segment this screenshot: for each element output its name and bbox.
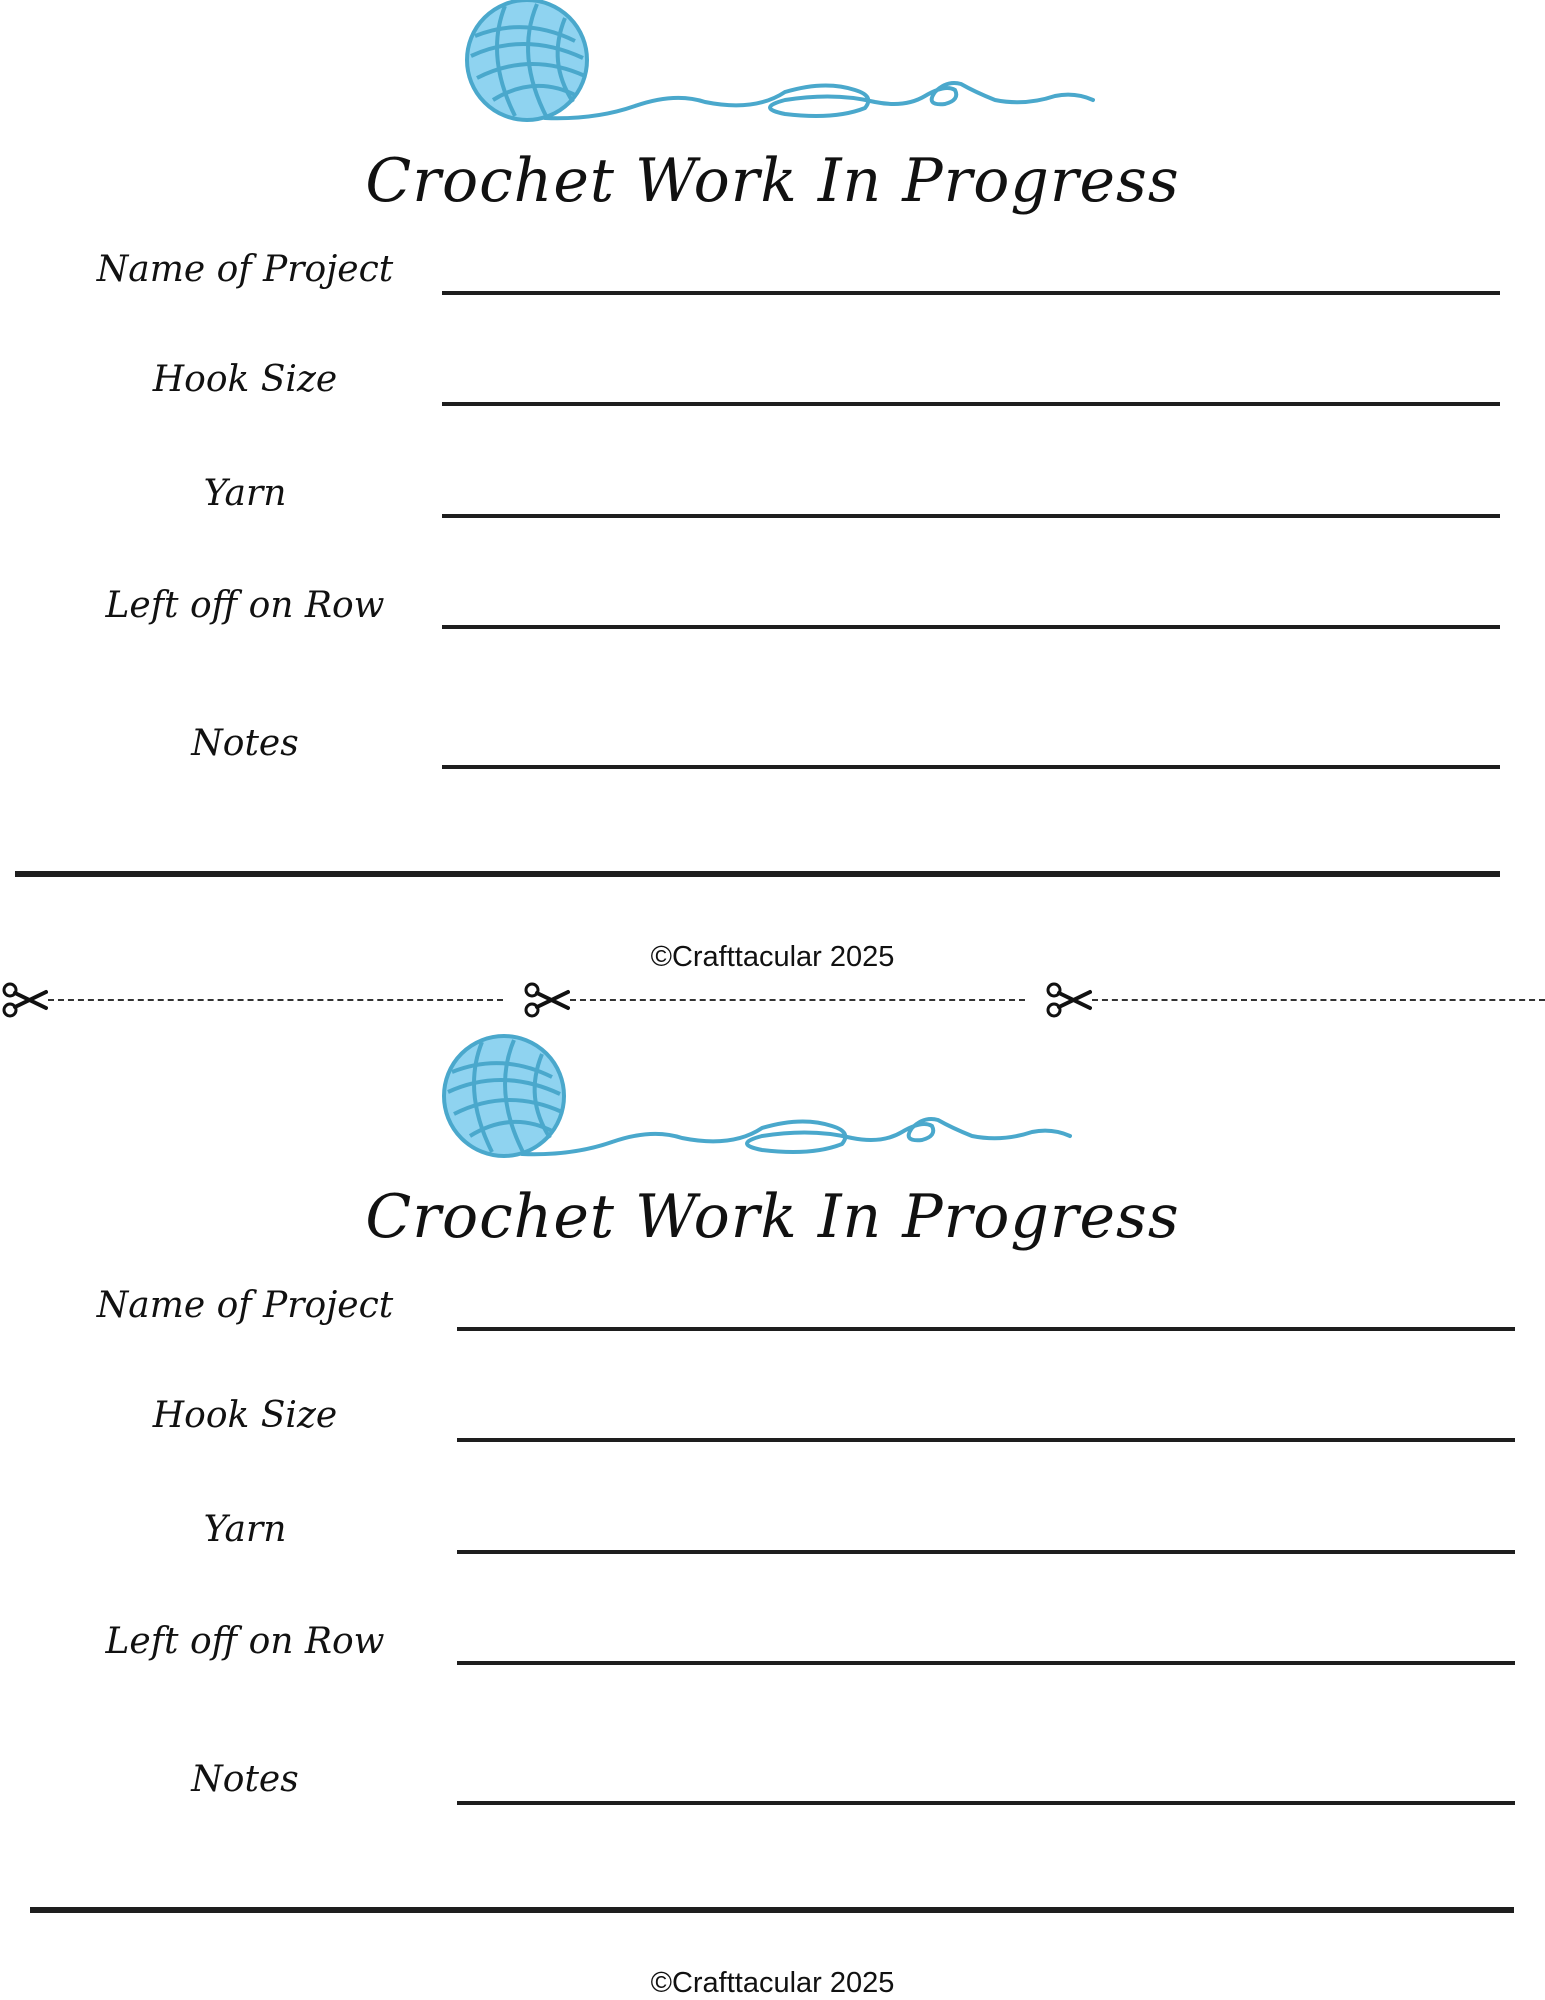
field-label-left-off-row: Left off on Row	[105, 1621, 385, 1662]
scissors-icon	[0, 980, 48, 1020]
cut-line	[0, 980, 1545, 1020]
dashed-divider	[48, 999, 503, 1001]
field-label-project-name: Name of Project	[96, 1285, 394, 1326]
write-line-notes[interactable]	[457, 1801, 1515, 1805]
write-line-left-off-row[interactable]	[457, 1661, 1515, 1665]
field-label-left-off-row: Left off on Row	[105, 585, 385, 626]
scissors-icon	[1044, 980, 1092, 1020]
copyright-text: ©Crafttacular 2025	[650, 1967, 895, 1999]
yarn-ball-icon	[432, 1032, 1072, 1172]
field-label-yarn: Yarn	[203, 473, 287, 514]
page-title: Crochet Work In Progress	[365, 1182, 1180, 1252]
page-title: Crochet Work In Progress	[365, 146, 1180, 216]
write-line-left-off-row[interactable]	[442, 625, 1500, 629]
field-label-notes: Notes	[191, 1759, 299, 1800]
write-line-project-name[interactable]	[457, 1327, 1515, 1331]
field-label-hook-size: Hook Size	[152, 359, 338, 400]
write-line-notes[interactable]	[442, 765, 1500, 769]
scissors-icon	[522, 980, 570, 1020]
dashed-divider	[570, 999, 1025, 1001]
field-label-yarn: Yarn	[203, 1509, 287, 1550]
field-label-hook-size: Hook Size	[152, 1395, 338, 1436]
wip-card-bottom	[0, 1036, 1545, 1999]
notes-extra-line[interactable]	[30, 1907, 1514, 1913]
dashed-divider	[1092, 999, 1545, 1001]
write-line-project-name[interactable]	[442, 291, 1500, 295]
notes-extra-line[interactable]	[15, 871, 1500, 877]
field-label-notes: Notes	[191, 723, 299, 764]
yarn-ball-icon	[455, 0, 1095, 136]
copyright-text: ©Crafttacular 2025	[650, 941, 895, 973]
write-line-hook-size[interactable]	[457, 1438, 1515, 1442]
write-line-yarn[interactable]	[457, 1550, 1515, 1554]
write-line-yarn[interactable]	[442, 514, 1500, 518]
field-label-project-name: Name of Project	[96, 249, 394, 290]
write-line-hook-size[interactable]	[442, 402, 1500, 406]
wip-card-top	[0, 0, 1545, 973]
